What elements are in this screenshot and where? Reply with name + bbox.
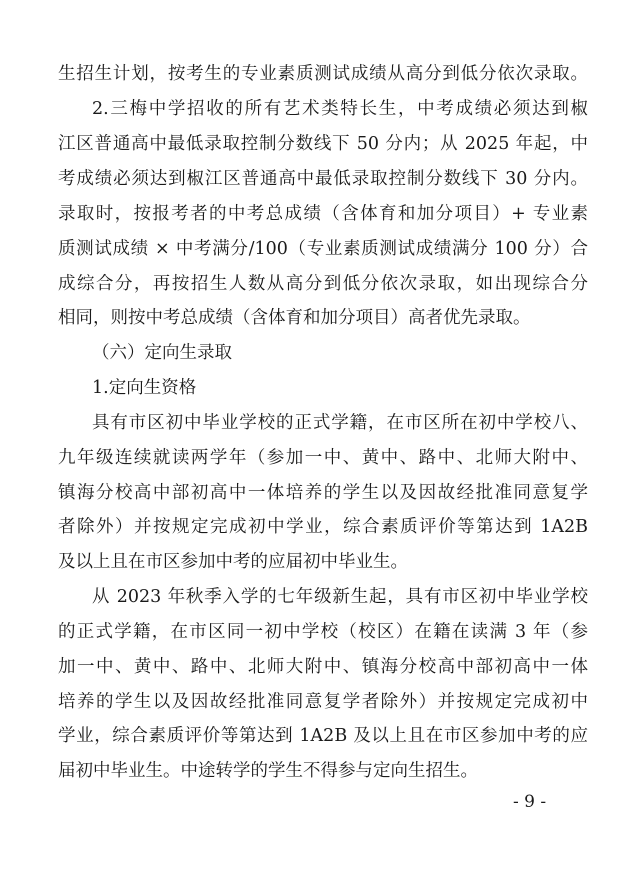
text-line: 质测试成绩 × 中考满分/100（专业素质测试成绩满分 100 分）合: [58, 239, 588, 259]
text-line: 从 2023 年秋季入学的七年级新生起，具有市区初中毕业学校: [92, 587, 588, 607]
text-line: 培养的学生以及因故经批准同意复学者除外）并按规定完成初中: [58, 692, 588, 712]
text-line: 考成绩必须达到椒江区普通高中最低录取控制分数线下 30 分内。: [58, 169, 588, 189]
text-line: 学业，综合素质评价等第达到 1A2B 及以上且在市区参加中考的应: [58, 726, 588, 746]
text-line: 者除外）并按规定完成初中学业，综合素质评价等第达到 1A2B: [58, 517, 588, 537]
text-line: 江区普通高中最低录取控制分数线下 50 分内；从 2025 年起，中: [58, 134, 588, 154]
text-line: 录取时，按报考者的中考总成绩（含体育和加分项目）+ 专业素: [58, 204, 588, 224]
text-line: 的正式学籍，在市区同一初中学校（校区）在籍在读满 3 年（参: [58, 622, 588, 642]
text-line: 相同，则按中考总成绩（含体育和加分项目）高者优先录取。: [58, 308, 531, 328]
text-line: 届初中毕业生。中途转学的学生不得参与定向生招生。: [58, 761, 478, 781]
text-line: 2.三梅中学招收的所有艺术类特长生，中考成绩必须达到椒: [92, 99, 588, 119]
section-heading: （六）定向生录取: [92, 343, 232, 363]
text-line: 及以上且在市区参加中考的应届初中毕业生。: [58, 552, 408, 572]
text-line: 九年级连续就读两学年（参加一中、黄中、路中、北师大附中、: [58, 448, 588, 468]
page-number: - 9 -: [513, 792, 547, 812]
text-line: 镇海分校高中部初高中一体培养的学生以及因故经批准同意复学: [58, 483, 588, 503]
subsection-heading: 1.定向生资格: [92, 378, 197, 398]
text-line: 成综合分，再按招生人数从高分到低分依次录取，如出现综合分: [58, 274, 588, 294]
text-line: 生招生计划，按考生的专业素质测试成绩从高分到低分依次录取。: [58, 64, 588, 84]
text-line: 加一中、黄中、路中、北师大附中、镇海分校高中部初高中一体: [58, 657, 588, 677]
text-line: 具有市区初中毕业学校的正式学籍，在市区所在初中学校八、: [92, 413, 588, 433]
